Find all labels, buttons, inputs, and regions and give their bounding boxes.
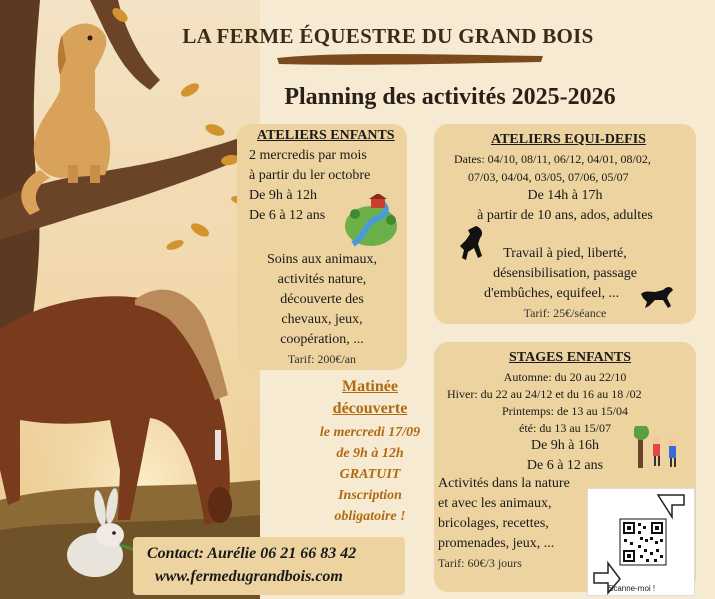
- card-text: été: du 13 au 15/07: [519, 421, 611, 435]
- qr-code-icon: [588, 489, 696, 597]
- card-text: et avec les animaux,: [438, 496, 552, 511]
- card-text: De 9h à 16h: [530, 438, 600, 453]
- card-text: De 9h à 12h: [249, 188, 318, 203]
- illustration-scene: [0, 0, 260, 599]
- card-text: Soins aux animaux,: [266, 252, 378, 267]
- card-text: Activités dans la nature: [438, 476, 570, 491]
- contact-website: www.fermedugrandbois.com: [155, 568, 343, 585]
- card-text: d'embûches, equifeel, ...: [484, 286, 620, 301]
- contact-box: [133, 537, 405, 595]
- card-text: De 6 à 12 ans: [249, 208, 326, 223]
- card-text: coopération, ...: [280, 332, 364, 347]
- matinee-text: obligatoire !: [334, 509, 406, 524]
- card-text: désensibilisation, passage: [493, 266, 637, 281]
- card-text: découverte des: [280, 292, 364, 307]
- qr-code-panel[interactable]: [587, 488, 695, 596]
- price-label: Tarif: 25€/séance: [523, 306, 607, 320]
- matinee-text: le mercredi 17/09: [319, 425, 421, 440]
- card-text: promenades, jeux, ...: [438, 536, 555, 551]
- card-text: De 14h à 17h: [527, 188, 603, 203]
- card-text: bricolages, recettes,: [438, 516, 549, 531]
- card-text: Automne: du 20 au 22/10: [503, 370, 627, 384]
- matinee-text: de 9h à 12h: [336, 446, 404, 461]
- farm-illustration: [0, 0, 260, 599]
- scan-label: Scanne-moi !: [608, 584, 656, 593]
- card-title: ATELIERS ENFANTS: [257, 128, 395, 143]
- card-title: STAGES ENFANTS: [509, 350, 632, 365]
- price-label: Tarif: 200€/an: [287, 352, 357, 366]
- ateliers-enfants-card: [237, 124, 407, 370]
- card-text: Dates: 04/10, 08/11, 06/12, 04/01, 08/02,: [454, 152, 651, 166]
- card-text: 2 mercredis par mois: [249, 148, 367, 163]
- card-text: Travail à pied, liberté,: [503, 246, 627, 261]
- children-playing-icon: [634, 426, 682, 468]
- card-text: De 6 à 12 ans: [526, 458, 604, 473]
- matinee-title: Matinée: [342, 378, 398, 395]
- card-text: activités nature,: [277, 272, 367, 287]
- matinee-text: Inscription: [338, 488, 402, 503]
- price-label: Tarif: 60€/3 jours: [438, 556, 522, 570]
- card-text: 07/03, 04/04, 03/05, 07/06, 05/07: [468, 170, 629, 184]
- matinee-subtitle: découverte: [332, 400, 408, 417]
- page-subtitle: Planning des activités 2025-2026: [284, 84, 616, 110]
- matinee-text: GRATUIT: [339, 467, 401, 482]
- brush-stroke-divider: [275, 50, 545, 68]
- card-title: ATELIERS EQUI-DEFIS: [491, 132, 646, 147]
- page-title: LA FERME ÉQUESTRE DU GRAND BOIS: [182, 24, 594, 48]
- river-house-icon: [343, 194, 399, 248]
- card-text: chevaux, jeux,: [281, 312, 363, 327]
- card-text: à partir de 10 ans, ados, adultes: [477, 208, 653, 223]
- card-text: à partir du ler octobre: [249, 168, 371, 183]
- card-text: Hiver: du 22 au 24/12 et du 16 au 18 /02: [447, 387, 642, 401]
- ateliers-equi-defis-card: [434, 124, 696, 324]
- contact-phone: Contact: Aurélie 06 21 66 83 42: [147, 545, 357, 562]
- card-text: Printemps: de 13 au 15/04: [502, 404, 628, 418]
